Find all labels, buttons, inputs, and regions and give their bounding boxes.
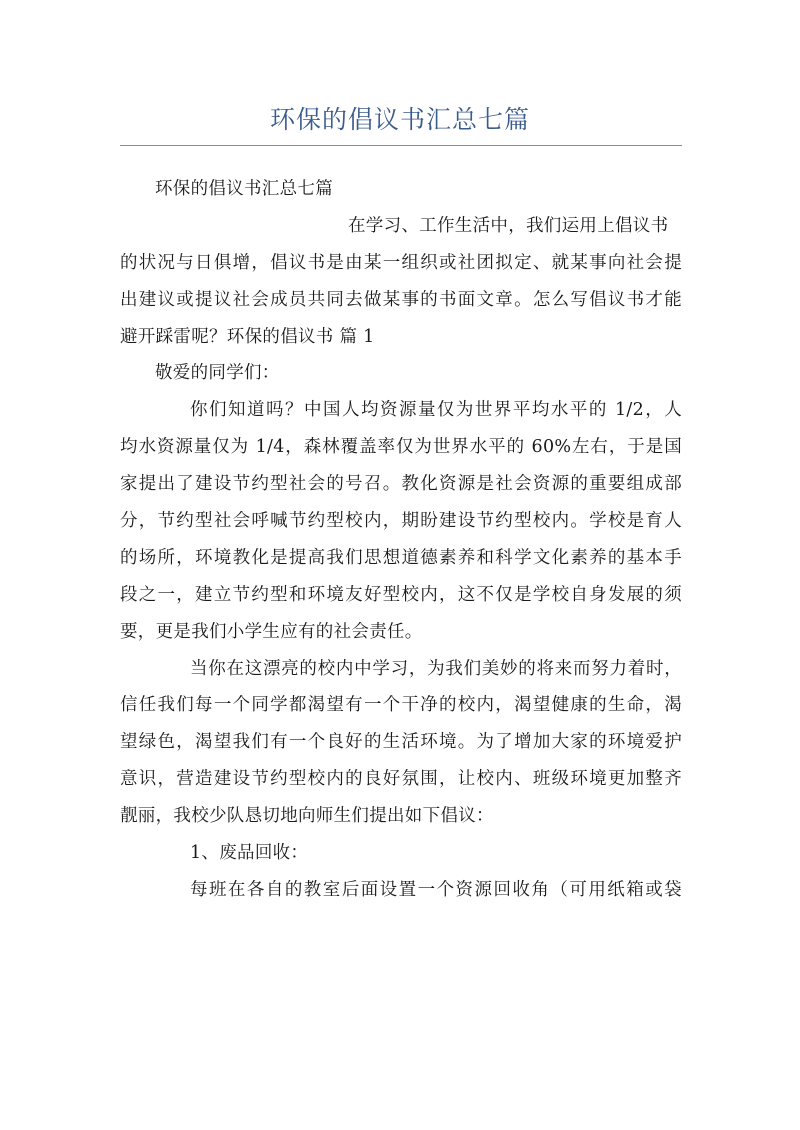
section-heading: 1、废品回收： — [190, 843, 309, 864]
paragraph-line: 你们知道吗？中国人均资源量仅为世界平均水平的 1/2，人 — [190, 400, 682, 421]
intro-paragraph-line: 避开踩雷呢？环保的倡议书 篇 1 — [120, 326, 375, 347]
intro-paragraph-line: 的状况与日俱增，倡议书是由某一组织或社团拟定、就某事向社会提 — [120, 252, 682, 273]
paragraph-line: 段之一，建立节约型和环境友好型校内，这不仅是学校自身发展的须 — [120, 584, 682, 605]
title-divider — [120, 145, 682, 146]
intro-paragraph-line: 出建议或提议社会成员共同去做某事的书面文章。怎么写倡议书才能 — [120, 289, 682, 310]
intro-paragraph-line: 在学习、工作生活中，我们运用上倡议书 — [348, 215, 669, 236]
document-body — [120, 171, 682, 909]
paragraph-line: 当你在这漂亮的校内中学习，为我们美妙的将来而努力着时， — [190, 658, 682, 679]
paragraph-line: 靓丽，我校少队恳切地向师生们提出如下倡议： — [120, 806, 494, 827]
paragraph-line: 分，节约型社会呼喊节约型校内，期盼建设节约型校内。学校是育人 — [120, 511, 682, 532]
paragraph-line: 要，更是我们小学生应有的社会责任。 — [120, 621, 423, 642]
body-heading: 环保的倡议书汇总七篇 — [155, 179, 333, 199]
paragraph-line: 均水资源量仅为 1/4，森林覆盖率仅为世界水平的 60%左右，于是国 — [120, 437, 682, 458]
paragraph-line: 家提出了建设节约型社会的号召。教化资源是社会资源的重要组成部 — [120, 474, 682, 495]
salutation: 敬爱的同学们： — [155, 363, 280, 384]
paragraph-line: 信任我们每一个同学都渴望有一个干净的校内，渴望健康的生命，渴 — [120, 695, 682, 716]
paragraph-line: 意识，营造建设节约型校内的良好氛围，让校内、班级环境更加整齐 — [120, 769, 682, 790]
paragraph-line: 的场所，环境教化是提高我们思想道德素养和科学文化素养的基本手 — [120, 547, 682, 568]
paragraph-line: 望绿色，渴望我们有一个良好的生活环境。为了增加大家的环境爱护 — [120, 732, 682, 753]
document-title: 环保的倡议书汇总七篇 — [269, 105, 530, 134]
paragraph-line: 每班在各自的教室后面设置一个资源回收角（可用纸箱或袋 — [190, 879, 682, 900]
